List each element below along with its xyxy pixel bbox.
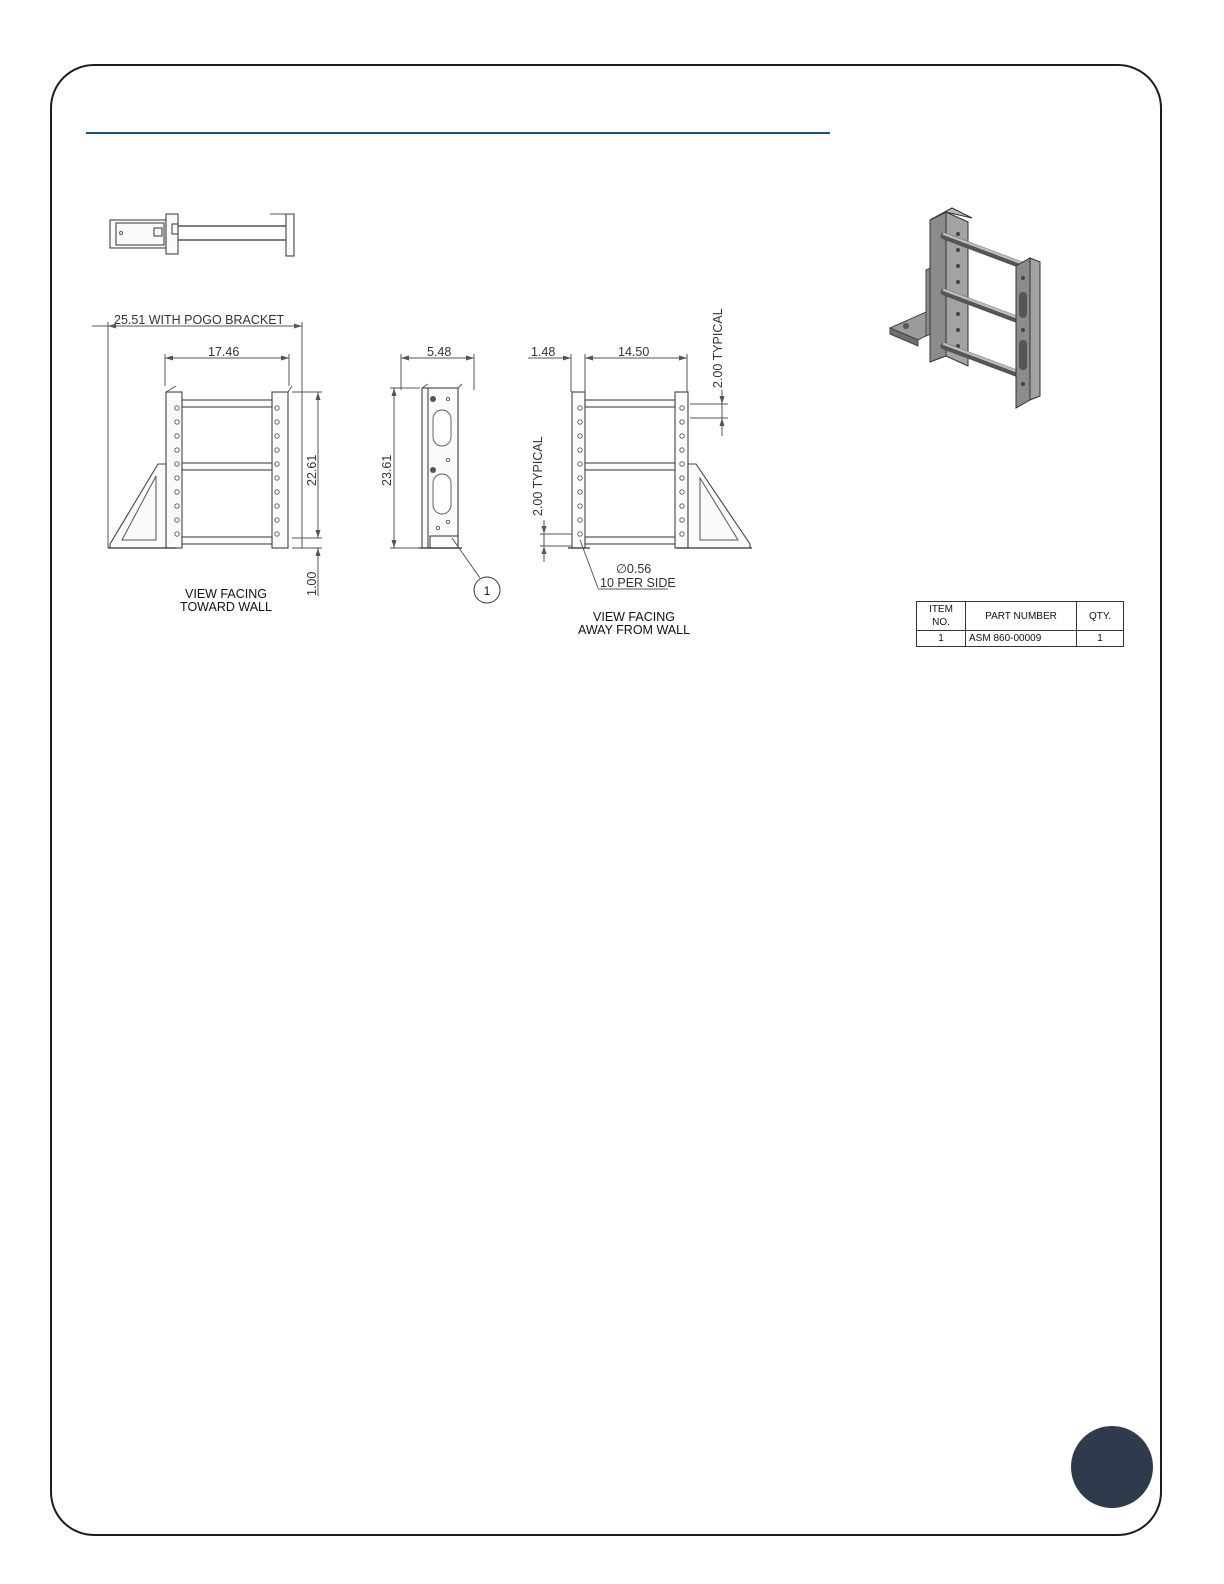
technical-drawing xyxy=(0,0,1224,700)
caption-away-line1: VIEW FACING xyxy=(593,610,675,624)
overall-width-label: 25.51 WITH POGO BRACKET xyxy=(114,313,285,327)
view-toward-wall xyxy=(92,322,322,596)
bom-cell-item: 1 xyxy=(917,631,966,647)
hole-diameter-label: ∅0.56 xyxy=(616,562,652,576)
bom-header-row xyxy=(917,602,1124,631)
side-offset-label: 1.48 xyxy=(531,345,556,359)
bom-cell-qty: 1 xyxy=(1077,631,1124,647)
isometric-view xyxy=(890,208,1040,408)
offset-label: 1.00 xyxy=(305,571,319,596)
typical-spacing-left: 2.00 TYPICAL xyxy=(531,436,545,516)
caption-toward-line1: VIEW FACING xyxy=(185,587,267,601)
table-row xyxy=(917,631,1124,647)
height-label: 22.61 xyxy=(305,454,319,486)
view-away-from-wall xyxy=(528,354,752,589)
bom-cell-part: ASM 860-00009 xyxy=(966,631,1077,647)
bom-header-qty: QTY. xyxy=(1077,602,1124,631)
caption-toward-line2: TOWARD WALL xyxy=(180,600,272,614)
hole-count-label: 10 PER SIDE xyxy=(600,576,676,590)
side-view xyxy=(390,354,500,603)
away-inner-width-label: 14.50 xyxy=(618,345,650,359)
page-badge xyxy=(1071,1426,1153,1508)
bill-of-materials xyxy=(916,601,1124,647)
side-depth-label: 5.48 xyxy=(427,345,452,359)
caption-away-line2: AWAY FROM WALL xyxy=(577,623,691,637)
item-balloon: 1 xyxy=(483,584,491,598)
side-height-label: 23.61 xyxy=(380,454,394,486)
typical-spacing-right: 2.00 TYPICAL xyxy=(711,308,725,388)
top-view xyxy=(110,214,294,256)
bom-header-item: ITEM NO. xyxy=(917,602,966,631)
inner-width-label: 17.46 xyxy=(208,345,240,359)
bom-header-part: PART NUMBER xyxy=(966,602,1077,631)
